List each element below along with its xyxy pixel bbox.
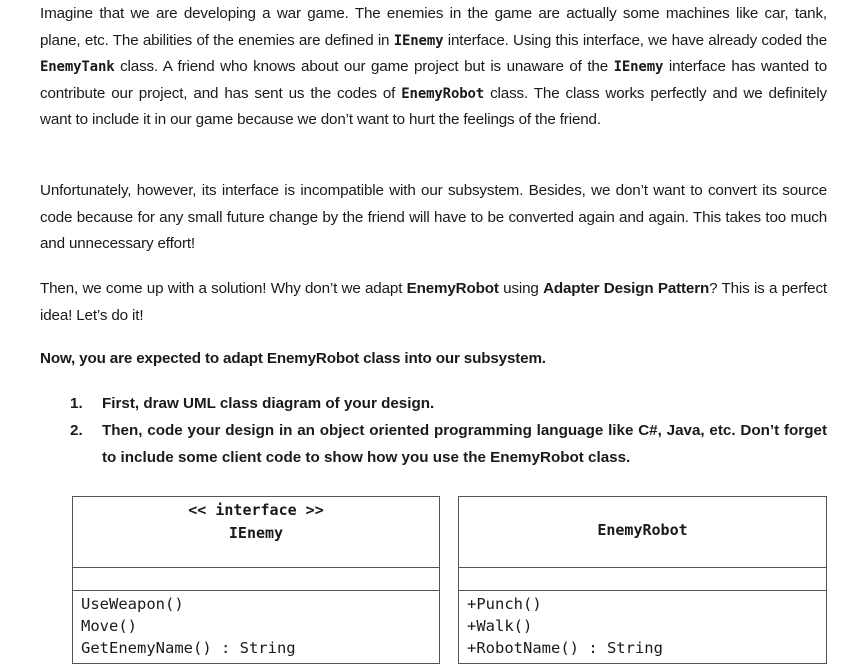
uml-class-name: EnemyRobot — [597, 521, 688, 539]
task-text: Then, code your design in an object oriented programming language like C#, Java, etc. Don’t forget to include some client code to show how you use the EnemyRobot class. — [102, 421, 827, 466]
text: interface has wanted to contribute our project, and has sent us the codes of — [40, 58, 828, 102]
task-number: 2. — [70, 421, 83, 439]
uml-class-enemyrobot — [458, 496, 827, 664]
task-text: First, draw UML class diagram of your design. — [102, 395, 435, 412]
code-enemyrobot: EnemyRobot — [401, 85, 485, 102]
bold-adapter-pattern: Adapter Design Pattern — [543, 280, 710, 297]
task-number: 1. — [70, 395, 83, 412]
text: class. A friend who knows about our game project but is unaware of the — [114, 58, 614, 76]
uml-operations — [73, 591, 439, 659]
task-intro: Now, you are expected to adapt EnemyRobot class into our subsystem. — [40, 350, 546, 367]
uml-attributes — [459, 568, 826, 591]
solution-paragraph — [40, 276, 827, 329]
bold-enemyrobot: EnemyRobot — [406, 280, 499, 297]
uml-header — [459, 497, 826, 568]
text: interface. Using this interface, we have already coded the — [443, 31, 828, 49]
uml-operation: Move() — [81, 617, 137, 635]
text: Imagine that we are developing a war game. The enemies in the game are actually some machines like car, tank, plane, etc. The abilities of the enemies are defined in — [40, 5, 827, 49]
text: ? This is a perfect idea! Let’s do it! — [40, 280, 827, 324]
uml-operations — [459, 591, 826, 659]
uml-class-ienemy — [72, 496, 440, 664]
task-item — [70, 391, 827, 418]
uml-operation: +Walk() — [467, 617, 533, 635]
uml-stereotype: << interface >> — [188, 501, 324, 519]
uml-attributes — [73, 568, 439, 591]
code-enemytank: EnemyTank — [40, 59, 115, 76]
code-ienemy: IEnemy — [393, 32, 444, 49]
uml-operation: +Punch() — [467, 595, 542, 613]
text: Then, we come up with a solution! Why don’t we adapt — [40, 280, 407, 297]
text: class. The class works perfectly and we definitely want to include it in our game because we don’t want to hurt the feelings of the friend. — [40, 84, 827, 129]
code-ienemy: IEnemy — [613, 59, 664, 76]
uml-class-name: IEnemy — [228, 524, 284, 542]
uml-header — [73, 497, 439, 568]
task-item — [70, 418, 827, 472]
task-list — [70, 391, 827, 471]
uml-operation: GetEnemyName() : String — [81, 639, 296, 657]
text: using — [498, 280, 544, 297]
uml-operation: UseWeapon() — [81, 595, 184, 613]
intro-paragraph — [40, 1, 827, 134]
uml-operation: +RobotName() : String — [467, 639, 663, 657]
problem-paragraph: Unfortunately, however, its interface is incompatible with our subsystem. Besides, we don’t want to convert its source code because for any small future change by the friend will have to be converted again and again. This takes too much and unnecessary effort! — [40, 182, 827, 253]
